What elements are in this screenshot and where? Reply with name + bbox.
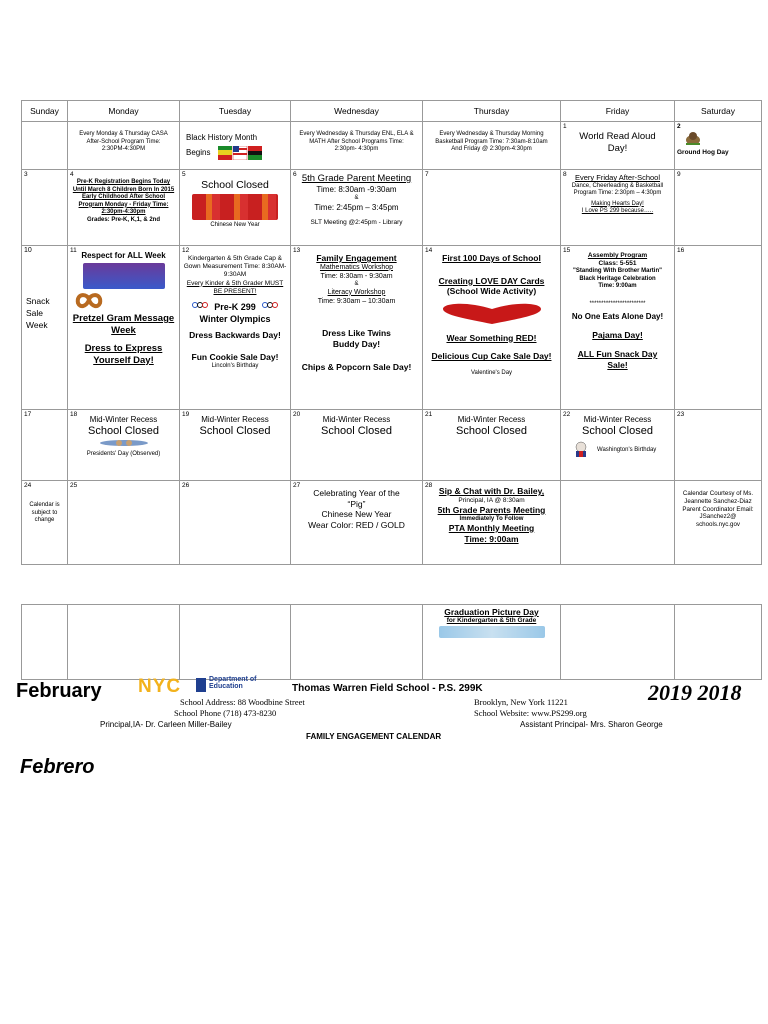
day-cell <box>180 170 291 246</box>
year-of-pig-text: Celebrating Year of the <box>313 488 400 499</box>
washington-birthday-text: Washington's Birthday <box>597 447 657 453</box>
love-day-cards-text: Creating LOVE DAY Cards <box>438 275 545 286</box>
olympic-rings-icon <box>192 302 208 314</box>
math-time-text: Time: 8:30am - 9:30am <box>320 272 393 280</box>
calendar-years: 2019 2018 <box>648 680 742 705</box>
groundhog-day-text: Ground Hog Day <box>677 148 729 156</box>
day-cell <box>291 410 423 481</box>
day-cell <box>561 122 675 170</box>
school-phone: School Phone (718) 473-8230 <box>174 708 277 718</box>
until-march-text: Until March 8 Children Born In 2015 <box>72 186 175 193</box>
school-closed-text: School Closed <box>199 425 271 438</box>
header-monday: Monday <box>68 101 180 122</box>
date-number: 12 <box>182 247 190 254</box>
week-row-3 <box>22 246 762 410</box>
date-number: 5 <box>182 171 186 178</box>
literacy-time-text: Time: 9:30am – 10:30am <box>317 297 396 305</box>
school-name: Thomas Warren Field School - P.S. 299K <box>292 683 483 694</box>
date-number: 10 <box>24 247 32 254</box>
dress-to-express-text: Dress to Express Yourself Day! <box>84 342 163 366</box>
date-number: 11 <box>70 247 77 254</box>
cap-gown-text: Kindergarten & 5th Grade Cap & Gown Measurement Time: 8:30AM-9:30AM <box>183 255 287 279</box>
dress-like-twins-text: Dress Like Twins Buddy Day! <box>322 328 391 349</box>
date-number: 21 <box>425 411 433 418</box>
week-row-1 <box>22 122 762 170</box>
respect-banner-image <box>83 263 165 289</box>
chips-popcorn-text: Chips & Popcorn Sale Day! <box>301 361 412 372</box>
grades-text: Grades: Pre-K, K,1, & 2nd <box>86 216 161 223</box>
day-cell <box>675 122 762 170</box>
date-number: 15 <box>563 247 571 254</box>
day-cell <box>68 170 180 246</box>
world-read-aloud-text: World Read Aloud Day! <box>579 131 656 154</box>
amp-text: & <box>354 195 359 201</box>
day-cell <box>180 410 291 481</box>
calendar-courtesy-text: Calendar Courtesy of Ms. Jeannette Sanchez-Diaz Parent Coordinator Email: JSanchez2@ schools.nyc.gov <box>682 490 754 528</box>
dress-backwards-text: Dress Backwards Day! <box>189 329 281 340</box>
slt-meeting-text: SLT Meeting @2:45pm - Library <box>310 218 403 226</box>
day-cell <box>675 410 762 481</box>
flags-image <box>218 146 262 160</box>
day-cell <box>180 481 291 565</box>
date-number: 8 <box>563 171 567 178</box>
graduation-image <box>439 626 545 638</box>
pig-text: “Pig” <box>347 498 366 509</box>
black-heritage-text: Black Heritage Celebration <box>579 275 656 282</box>
day-cell <box>675 170 762 246</box>
literacy-workshop-text: Literacy Workshop <box>327 288 386 296</box>
day-cell <box>291 246 423 410</box>
date-number: 25 <box>70 482 78 489</box>
subject-to-change-text: Calendar is subject to change <box>29 502 60 524</box>
day-cell <box>561 170 675 246</box>
date-number: 9 <box>677 171 681 178</box>
month-title: February <box>16 680 102 702</box>
chinese-new-year-image <box>192 194 278 220</box>
mid-winter-recess-text: Mid-Winter Recess <box>89 415 158 425</box>
week-row-6 <box>22 605 762 680</box>
sip-and-chat-text: Sip & Chat with Dr. Bailey, <box>438 486 545 497</box>
day-cell <box>68 410 180 481</box>
date-number: 27 <box>293 482 301 489</box>
date-number: 18 <box>70 411 78 418</box>
immediately-follow-text: Immediately To Follow <box>459 515 524 522</box>
day-cell <box>22 481 68 565</box>
olympic-rings-icon <box>262 302 278 314</box>
dance-program-text: Dance, Cheerleading & Basketball Program Time: 2:30pm – 4:30pm <box>571 182 664 196</box>
prek-registration-text: Pre-K Registration Begins Today <box>76 179 171 186</box>
day-cell <box>423 410 561 481</box>
prek-299-text: Pre-K 299 <box>214 302 256 312</box>
day-cell-empty <box>561 481 675 565</box>
school-wide-text: (School Wide Activity) <box>446 286 537 297</box>
heart-image <box>425 301 558 329</box>
date-number: 6 <box>293 171 297 178</box>
date-number: 19 <box>182 411 190 418</box>
day-cell-empty <box>675 605 762 680</box>
day-cell <box>423 605 561 680</box>
date-number: 3 <box>24 171 28 178</box>
family-engagement-title: Family Engagement <box>316 253 397 264</box>
pta-meeting-text: PTA Monthly Meeting <box>448 523 535 533</box>
day-cell-empty <box>22 605 68 680</box>
school-closed-text: School Closed <box>456 425 527 438</box>
doe-logo-text: Department of Education <box>209 676 257 691</box>
date-number: 28 <box>425 482 433 489</box>
winter-olympics-text: Winter Olympics <box>199 313 271 324</box>
day-cell <box>68 481 180 565</box>
graduation-picture-text: Graduation Picture Day <box>444 607 539 617</box>
casa-program-text: Every Monday & Thursday CASA After-School Program Time: 2:30PM-4:30PM <box>79 131 168 152</box>
presidents-image <box>70 439 177 451</box>
day-cell <box>68 122 180 170</box>
school-closed-text: School Closed <box>582 425 653 438</box>
wear-red-text: Wear Something RED! <box>446 332 537 343</box>
brother-martin-text: "Standing With Brother Martin" <box>573 268 662 275</box>
week-row-4 <box>22 410 762 481</box>
date-number: 20 <box>293 411 301 418</box>
mid-winter-recess-text: Mid-Winter Recess <box>457 415 526 425</box>
making-hearts-text: Making Hearts Day! <box>591 200 644 207</box>
stars-separator: ************************ <box>589 300 646 307</box>
nyc-doe-logo <box>138 676 274 696</box>
groundhog-icon <box>677 131 759 149</box>
date-number: 24 <box>24 482 32 489</box>
day-cell <box>291 170 423 246</box>
presidents-day-text: Presidents' Day (Observed) <box>86 450 161 457</box>
mid-winter-recess-text: Mid-Winter Recess <box>322 415 391 425</box>
day-cell <box>423 122 561 170</box>
date-number: 7 <box>425 171 429 178</box>
pta-time-text: Time: 9:00am <box>464 533 519 544</box>
weekday-header-row <box>22 101 762 122</box>
first-100-days-text: First 100 Days of School <box>442 253 541 264</box>
assistant-principal-name: Assistant Principal- Mrs. Sharon George <box>520 720 663 729</box>
day-cell-empty <box>22 122 68 170</box>
school-closed-text: School Closed <box>321 425 392 438</box>
day-cell <box>423 170 561 246</box>
day-cell <box>423 481 561 565</box>
assembly-time-text: Time: 9:00am <box>598 283 637 290</box>
day-cell <box>22 246 68 410</box>
wear-color-text: Wear Color: RED / GOLD <box>308 520 405 530</box>
early-childhood-text: Early Childhood After School Program Monday - Friday Time: 2:30pm-4:30pm <box>78 194 169 216</box>
chinese-new-year-text: Chinese New Year <box>210 222 260 229</box>
kinder-fifth-text: for Kindergarten & 5th Grade <box>446 617 537 624</box>
header-friday: Friday <box>561 101 675 122</box>
class-text: Class: 5-551 <box>598 260 637 268</box>
day-cell-empty <box>561 605 675 680</box>
calendar-extra-week <box>21 604 762 680</box>
meeting-time-1: Time: 8:30am -9:30am <box>316 185 397 194</box>
love-ps299-text: I Love PS 299 because….. <box>581 208 654 214</box>
header-saturday: Saturday <box>675 101 762 122</box>
day-cell <box>291 122 423 170</box>
day-cell <box>291 481 423 565</box>
header-thursday: Thursday <box>423 101 561 122</box>
school-address: School Address: 88 Woodbine Street <box>180 697 305 707</box>
day-cell <box>561 410 675 481</box>
header-tuesday: Tuesday <box>180 101 291 122</box>
mid-winter-recess-text: Mid-Winter Recess <box>583 415 652 425</box>
lincoln-birthday-text: Lincoln's Birthday <box>211 363 259 369</box>
date-number: 13 <box>293 247 301 254</box>
nyc-logo-text: NYC <box>138 676 182 697</box>
school-closed-text: School Closed <box>88 425 159 438</box>
fun-cookie-text: Fun Cookie Sale Day! <box>191 352 279 363</box>
day-cell <box>180 122 291 170</box>
date-number: 2 <box>677 123 681 130</box>
math-workshop-text: Mathematics Workshop <box>319 263 393 271</box>
header-sunday: Sunday <box>22 101 68 122</box>
washington-icon <box>573 441 589 461</box>
principal-time-text: Principal, IA @ 8:30am <box>458 496 525 504</box>
date-number: 4 <box>70 171 74 178</box>
date-number: 17 <box>24 411 32 418</box>
day-cell <box>675 246 762 410</box>
week-row-5 <box>22 481 762 565</box>
date-number: 22 <box>563 411 571 418</box>
fifth-grade-parents-text: 5th Grade Parents Meeting <box>437 504 546 515</box>
week-row-2 <box>22 170 762 246</box>
day-cell <box>180 246 291 410</box>
day-cell <box>22 410 68 481</box>
pretzel-image <box>70 291 177 313</box>
fifth-grade-meeting-title: 5th Grade Parent Meeting <box>301 173 412 185</box>
school-website: School Website: www.PS299.org <box>474 708 587 718</box>
day-cell-empty <box>68 605 180 680</box>
basketball-program-text: Every Wednesday & Thursday Morning Basketball Program Time: 7:30am-8:10am And Friday @ 2:30pm-4:30pm <box>435 131 548 152</box>
day-cell <box>22 170 68 246</box>
date-number: 1 <box>563 123 567 130</box>
snack-sale-text: Snack Sale Week <box>26 295 50 330</box>
mid-winter-recess-text: Mid-Winter Recess <box>201 415 269 425</box>
enl-program-text: Every Wednesday & Thursday ENL, ELA & MATH After School Programs Time: 2:30pm- 4:30pm <box>299 131 414 152</box>
pretzel-gram-text: Pretzel Gram Message Week <box>72 312 175 336</box>
day-cell-empty <box>180 605 291 680</box>
assembly-program-text: Assembly Program <box>587 252 648 260</box>
meeting-time-2: Time: 2:45pm – 3:45pm <box>314 202 399 212</box>
respect-week-title: Respect for ALL Week <box>81 251 166 261</box>
calendar-table <box>21 100 762 565</box>
begins-text: Begins <box>186 148 211 157</box>
school-city: Brooklyn, New York 11221 <box>474 697 568 707</box>
month-title-spanish: Febrero <box>20 756 95 778</box>
amp-text: & <box>354 281 359 288</box>
family-engagement-calendar-title: FAMILY ENGAGEMENT CALENDAR <box>306 732 442 741</box>
must-be-present-text: Every Kinder & 5th Grader MUST BE PRESENT! <box>186 279 284 295</box>
day-cell <box>423 246 561 410</box>
fun-snack-day-text: ALL Fun Snack Day Sale! <box>577 349 658 370</box>
day-cell-empty <box>291 605 423 680</box>
school-closed-text: School Closed <box>201 179 269 192</box>
date-number: 23 <box>677 411 685 418</box>
date-number: 16 <box>677 247 685 254</box>
day-cell <box>561 246 675 410</box>
day-cell <box>675 481 762 565</box>
day-cell <box>68 246 180 410</box>
chinese-new-year-text: Chinese New Year <box>321 509 392 520</box>
black-history-title: Black History Month <box>186 133 258 142</box>
header-wednesday: Wednesday <box>291 101 423 122</box>
doe-box <box>196 678 206 692</box>
principal-name: Principal,IA- Dr. Carleen Miller-Bailey <box>100 720 232 729</box>
valentines-day-text: Valentine's Day <box>470 370 513 376</box>
friday-afterschool-title: Every Friday After-School <box>574 173 661 183</box>
pajama-day-text: Pajama Day! <box>592 330 643 341</box>
date-number: 26 <box>182 482 190 489</box>
cup-cake-sale-text: Delicious Cup Cake Sale Day! <box>431 351 552 362</box>
date-number: 14 <box>425 247 433 254</box>
no-one-eats-alone-text: No One Eats Alone Day! <box>571 312 664 322</box>
